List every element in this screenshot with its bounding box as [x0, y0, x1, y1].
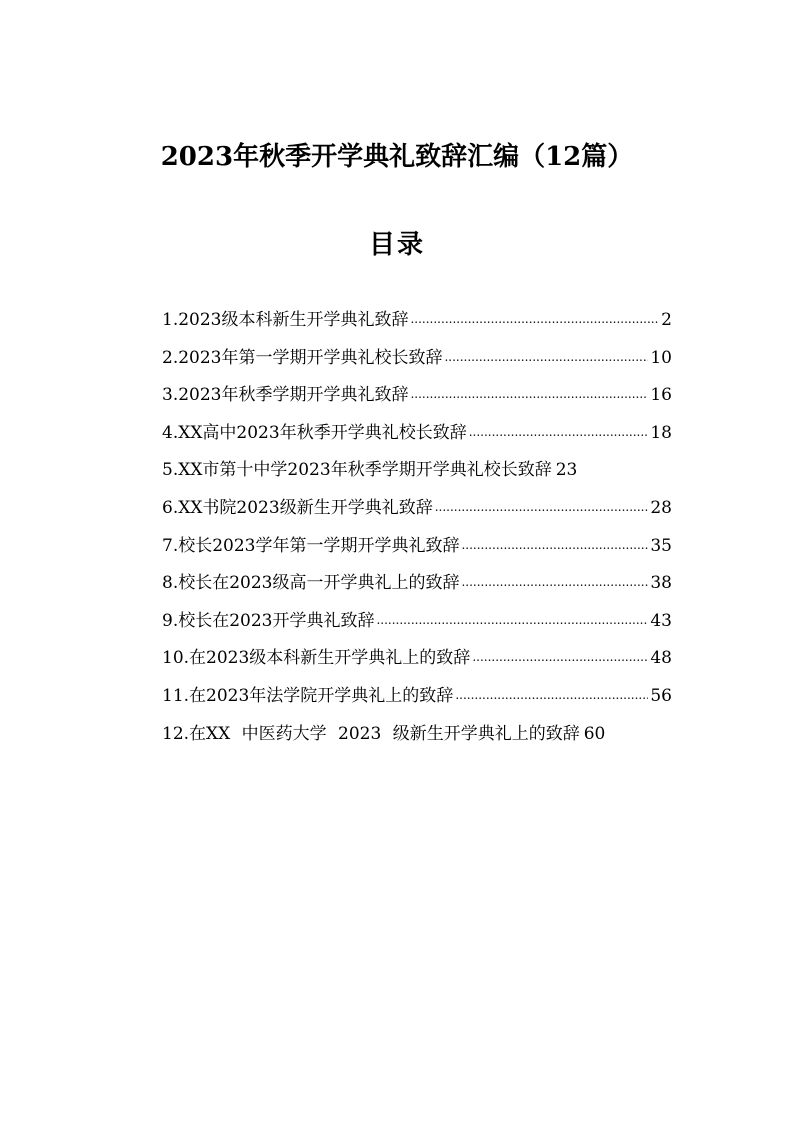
toc-entry-page: 60 [583, 723, 606, 744]
toc-dot-leader [469, 417, 649, 446]
toc-entry-title: 5.XX市第十中学2023年秋季学期开学典礼校长致辞 [162, 460, 552, 481]
toc-entry-page: 10 [650, 347, 672, 368]
toc-heading: 目录 [368, 230, 425, 260]
toc-entry-1[interactable] [162, 306, 672, 344]
toc-entry-title: 11.在2023年法学院开学典礼上的致辞 [162, 685, 454, 706]
toc-entry-title: 2.2023年第一学期开学典礼校长致辞 [162, 347, 443, 368]
toc-entry-10[interactable] [162, 644, 672, 682]
toc-entry-6[interactable] [162, 494, 672, 532]
toc-entry-page: 35 [650, 535, 672, 556]
toc-dot-leader [455, 680, 648, 709]
toc-entry-title: 7.校长2023学年第一学期开学典礼致辞 [162, 535, 460, 556]
toc-entry-4[interactable] [162, 419, 672, 457]
toc-entry-page: 23 [555, 460, 578, 481]
toc-entry-page: 48 [650, 648, 672, 669]
toc-dot-leader [472, 642, 648, 671]
toc-dot-leader [376, 605, 648, 634]
toc-dot-leader [410, 304, 659, 333]
toc-entry-7[interactable] [162, 532, 672, 570]
toc-entry-3[interactable] [162, 381, 672, 419]
toc-entry-title: 12.在XX 中医药大学 2023 级新生开学典礼上的致辞 [162, 723, 580, 744]
toc-entry-title: 6.XX书院2023级新生开学典礼致辞 [162, 497, 433, 518]
toc-entry-title: 8.校长在2023级高一开学典礼上的致辞 [162, 573, 460, 594]
toc-entry-8[interactable] [162, 569, 672, 607]
toc-entry-page: 38 [650, 573, 672, 594]
toc-entry-page: 2 [661, 310, 672, 330]
toc-entry-page: 43 [650, 610, 672, 631]
toc-entry-title: 3.2023年秋季学期开学典礼致辞 [162, 385, 409, 406]
toc-entry-page: 28 [650, 497, 672, 518]
toc-entry-12[interactable] [162, 720, 672, 758]
toc-entry-9[interactable] [162, 607, 672, 645]
toc-dot-leader [410, 379, 648, 408]
toc-dot-leader [461, 530, 648, 559]
document-title: 2023年秋季开学典礼致辞汇编（12篇） [160, 142, 634, 172]
toc-entry-page: 18 [650, 422, 672, 443]
toc-dot-leader [435, 492, 649, 521]
toc-entry-page: 56 [650, 685, 672, 706]
toc-entry-title: 4.XX高中2023年秋季开学典礼校长致辞 [162, 422, 467, 443]
toc-entry-page: 16 [650, 385, 672, 406]
toc-entry-title: 1.2023级本科新生开学典礼致辞 [162, 310, 409, 330]
toc-entry-title: 10.在2023级本科新生开学典礼上的致辞 [162, 648, 471, 669]
table-of-contents [162, 306, 672, 757]
toc-entry-11[interactable] [162, 682, 672, 720]
toc-entry-5[interactable] [162, 456, 672, 494]
toc-dot-leader [444, 342, 648, 371]
toc-entry-2[interactable] [162, 344, 672, 382]
toc-entry-title: 9.校长在2023开学典礼致辞 [162, 610, 375, 631]
toc-dot-leader [461, 567, 648, 596]
